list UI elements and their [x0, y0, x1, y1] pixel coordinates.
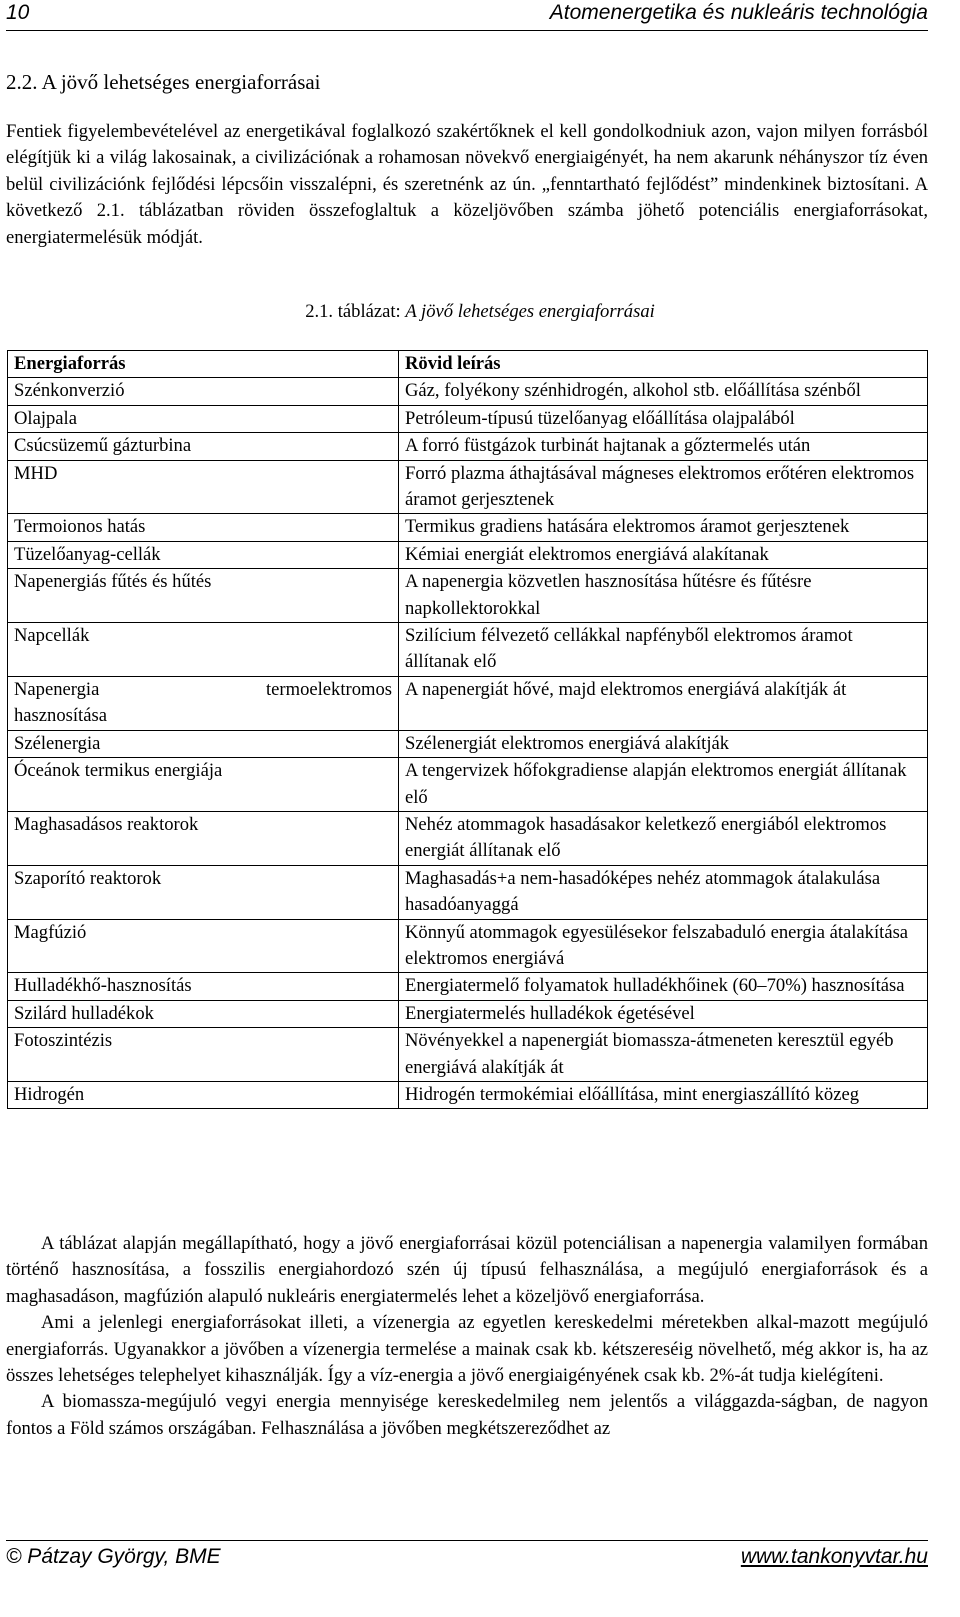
table-row [8, 973, 928, 1000]
source-cell: Napenergiás fűtés és hűtés [8, 569, 399, 623]
table-row [8, 811, 928, 865]
description-cell: A napenergia közvetlen hasznosítása hűtésre és fűtésre napkollektorokkal [405, 571, 812, 619]
table-row [8, 405, 928, 432]
body-paragraph: A táblázat alapján megállapítható, hogy a jövő energiaforrásai közül potenciálisan a napenergia valamilyen formában történő hasznosítása, a fosszilis energiahordozó szén új típusú felhasználása, a megújuló energiaforrások és a maghasadáson, magfúzión alapuló nukleáris energiatermelés lehet a közeljövő energiaforrása. [6, 1233, 928, 1307]
source-cell: Fotoszintézis [8, 1028, 399, 1082]
column-header-description: Rövid leírás [405, 353, 501, 374]
table-caption [0, 299, 960, 325]
description-cell: Energiatermelő folyamatok hulladékhőinek (60–70%) hasznosítása [405, 975, 905, 997]
source-cell: Tüzelőanyag-cellák [8, 541, 399, 568]
page-header [6, 0, 928, 31]
table-row [8, 623, 928, 677]
book-title: Atomenergetika és nukleáris technológia [549, 1, 928, 24]
energy-sources-table [7, 350, 928, 1109]
table-caption-title: A jövő lehetséges energiaforrásai [405, 301, 655, 322]
description-cell: Forró plazma áthajtásával mágneses elektromos erőtéren elektromos áramot gerjesztenek [405, 462, 915, 511]
table-row [8, 919, 928, 973]
source-cell: Termoionos hatás [8, 514, 399, 541]
table-row [8, 730, 928, 757]
table-row [8, 676, 928, 730]
description-cell: Szilícium félvezető cellákkal napfényből elektromos áramot állítanak elő [405, 625, 853, 673]
table-row [8, 1081, 928, 1108]
description-cell: Energiatermelés hulladékok égetésével [405, 1002, 695, 1024]
table-caption-number: 2.1. táblázat: [305, 301, 406, 322]
table-row [8, 569, 928, 623]
source-cell-word: termoelektromos [266, 678, 392, 700]
description-cell: Gáz, folyékony szénhidrogén, alkohol stb. előállítása szénből [405, 380, 861, 402]
description-cell: Termikus gradiens hatására elektromos áramot gerjesztenek [405, 516, 850, 538]
source-cell: Hidrogén [8, 1081, 399, 1108]
table-row [8, 541, 928, 568]
page-footer [6, 1540, 928, 1575]
table-row [8, 865, 928, 919]
source-cell-line [14, 677, 392, 703]
intro-paragraph: Fentiek figyelembevételével az energetikával foglalkozó szakértőknek el kell gondolkodniuk azon, vajon milyen forrásból elégítjük ki a világ lakosainak, a civilizációnak a rohamosan növekvő energiaigényét, ha nem akarunk néhányszor tíz éven belül civilizációnk fejlődési lépcsőin visszalépni, és szeretnénk az ún. „fenntartható fejlődést” mindenkinek biztosítani. A következő 2.1. táblázatban röviden összefoglaltuk a közeljövőben számba jöhető potenciális energiaforrásokat, energiatermelésük módját. [6, 121, 928, 248]
description-cell: Kémiai energiát elektromos energiává alakítanak [405, 543, 769, 565]
source-cell: MHD [8, 460, 399, 514]
description-cell: Petróleum-típusú tüzelőanyag előállítása olajpalából [405, 407, 795, 429]
description-cell: Maghasadás+a nem-hasadóképes nehéz atommagok átalakulása hasadóanyaggá [405, 867, 881, 916]
footer-author: © Pátzay György, BME [6, 1545, 221, 1568]
table-row [8, 514, 928, 541]
description-cell: Hidrogén termokémiai előállítása, mint energiaszállító közeg [405, 1083, 860, 1105]
source-cell: Szénkonverzió [8, 378, 399, 405]
source-cell: Magfúzió [8, 919, 399, 973]
source-cell [8, 676, 399, 730]
source-cell: Szilárd hulladékok [8, 1000, 399, 1027]
description-cell: A forró füstgázok turbinát hajtanak a gőztermelés után [405, 435, 811, 457]
description-cell: A tengervizek hőfokgradiense alapján elektromos energiát állítanak elő [405, 760, 907, 808]
source-cell: Olajpala [8, 405, 399, 432]
source-cell: Maghasadásos reaktorok [8, 811, 399, 865]
source-cell: Napcellák [8, 623, 399, 677]
source-cell: Szaporító reaktorok [8, 865, 399, 919]
description-cell: Növényekkel a napenergiát biomassza-átmeneten keresztül egyéb energiává alakítják át [405, 1030, 894, 1078]
table-row [8, 460, 928, 514]
column-header-source: Energiaforrás [8, 351, 399, 378]
source-cell: Óceánok termikus energiája [8, 758, 399, 812]
description-cell: Nehéz atommagok hasadásakor keletkező energiából elektromos energiát állítanak elő [405, 813, 887, 862]
source-cell: Csúcsüzemű gázturbina [8, 433, 399, 460]
section-title: 2.2. A jövő lehetséges energiaforrásai [6, 70, 321, 94]
table-row [8, 1000, 928, 1027]
table-row [8, 758, 928, 812]
source-cell: Hulladékhő-hasznosítás [8, 973, 399, 1000]
table-row [8, 433, 928, 460]
body-paragraph: A biomassza-megújuló vegyi energia mennyisége kereskedelmileg nem jelentős a világgazda-ságban, de nagyon fontos a Föld számos országában. Felhasználása a jövőben megkétszereződhet az [6, 1391, 928, 1439]
source-cell-word: Napenergia [14, 678, 100, 700]
table-row [8, 1028, 928, 1082]
description-cell: Könnyű atommagok egyesülésekor felszabaduló energia átalakítása elektromos energiává [405, 921, 909, 969]
table-header-row [8, 351, 928, 378]
body-text [6, 1231, 928, 1442]
description-cell: A napenergiát hővé, majd elektromos energiává alakítják át [405, 678, 847, 700]
body-paragraph: Ami a jelenlegi energiaforrásokat illeti, a vízenergia az egyetlen kereskedelmi méretekben alkal-mazott megújuló energiaforrás. Ugyanakkor a jövőben a vízenergia termelése a mainak csak kb. kétszereséig növelhető, még akkor is, ha az összes lehetséges telephelyet kihasználják. Így a víz-energia a jövő energiaigényének csak kb. 2%-át tudja kielégíteni. [6, 1312, 928, 1387]
description-cell: Szélenergiát elektromos energiává alakítják [405, 732, 730, 754]
source-cell-word: hasznosítása [14, 705, 107, 727]
footer-website-link[interactable]: www.tankonyvtar.hu [740, 1545, 928, 1568]
source-cell: Szélenergia [8, 730, 399, 757]
table-row [8, 378, 928, 405]
page-number: 10 [6, 1, 30, 24]
